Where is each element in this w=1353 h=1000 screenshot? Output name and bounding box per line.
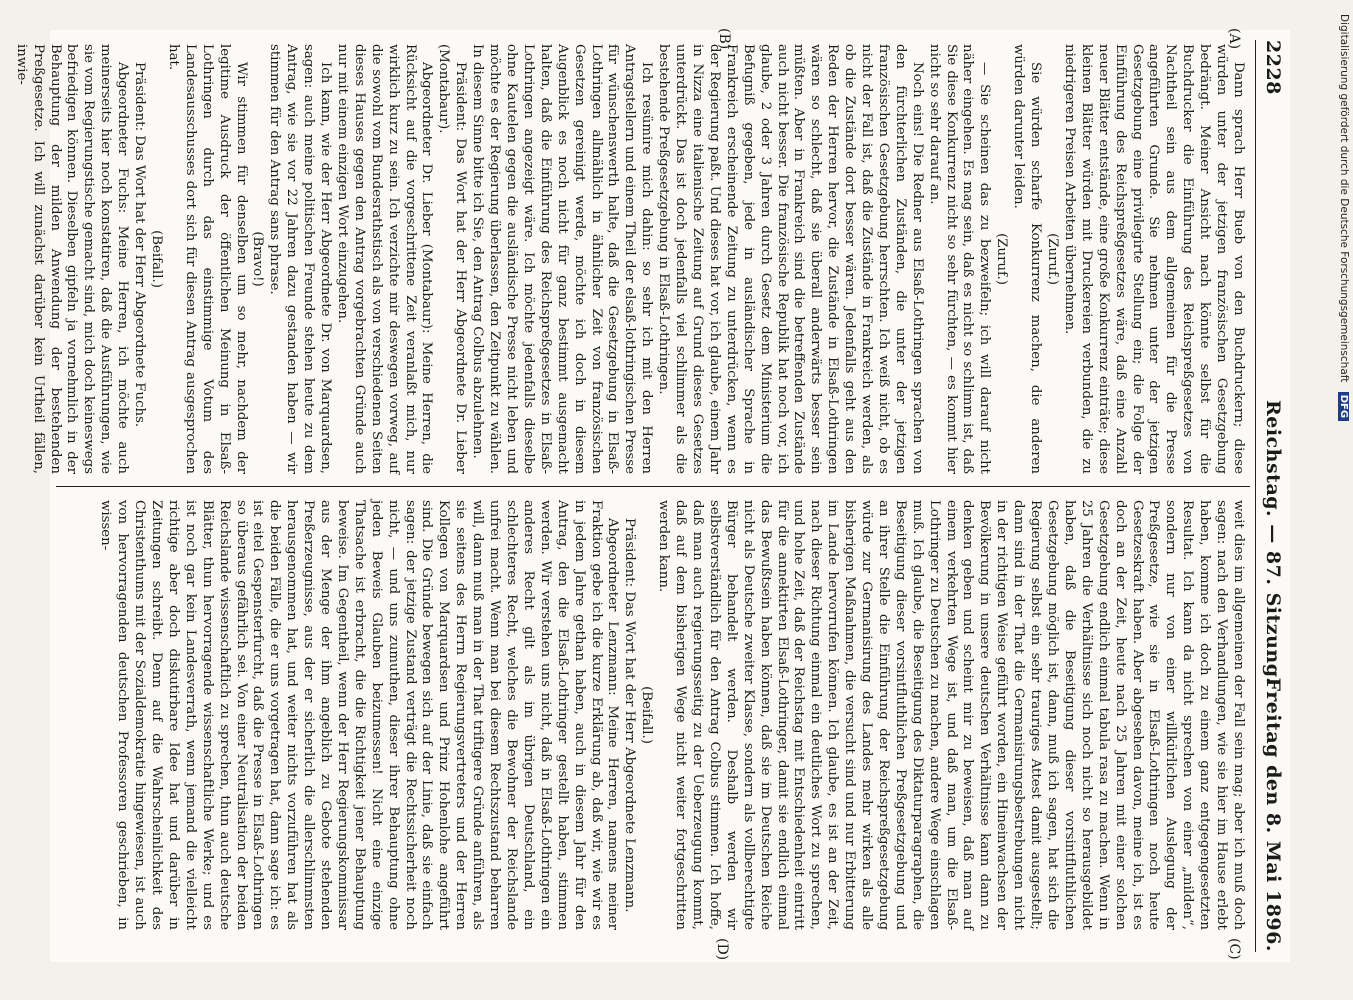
interjection: (Bravo!) <box>250 231 266 287</box>
document-page <box>13 28 1290 962</box>
speaker-paragraph: Präsident: Das Wort hat der Herr Abgeordnete Dr. Lieber (Montabaur). <box>436 44 469 474</box>
speaker-paragraph: Abgeordneter Lenzmann: Meine Herren, namens meiner Fraktion gebe ich die kurze Erklärung ab, daß wir, wie wir es in jedem Jahre gethan haben, auch in diesem Jahr für den Antrag, den die Elsaß-Lothringer gestellt haben, stimmen werden. Wir verstehen uns nicht, daß in Elsaß-Lothringen ein anderes Recht gilt als im übrigen Deutschland, ein schlechteres Recht, welches die Bewohner der Reichslande unfrei macht. Wenn man bei diesem Rechtszustand beharren will, dann muß man in der That triftigere Gründe anführen, als sie seitens des Herrn Regierungsvertreters und der Herren Kollegen von Marquardsen und Prinz Hohenlohe angeführt sind. Die Gründe bewegen sich auf der Linie, daß sie einfach sagen: der jetzige Zustand verträgt die Rechtssicherheit noch nicht, — und uns zumuthen, dieser ihrer Behauptung ohne jeden Beweis Glauben beizumessen! Nicht eine einzige Thatsache ist erbracht, die die Richtigkeit jener Behauptung beweise. Im Gegentheil, wenn der Herr Regierungskommissar aus der Menge der ihm angeblich zu Gebote stehenden Preßerzeugnisse, aus der er sicherlich die allerschlimmsten herausgenommen hat, und weiter nichts vorzuführen hat als die beiden Fälle, die er uns vorgetragen hat, dann sage ich: es ist eitel Gespensterfurcht, daß die Presse in Elsaß-Lothringen so überaus gefährlich sei. Von einer Neutralisation der beiden Reichslande wissenschaftlich zu sprechen, thun auch deutsche Blätter, thun hervorragende wissenschaftliche Werke; und es ist noch gar kein Landesverrath, wenn jemand die vielleicht richtige aber doch diskutirbare Idee hat und darüber in Zeitungen schreibt. Denn auf die Wahrscheinlichkeit des Christenthums mit der Sozialdemokratie hingewiesen, ist auch von hervorragenden deutschen Professoren geschrieben, in wissen- <box>98 500 621 930</box>
page-date: Freitag den 8. Mai 1896. <box>1262 677 1284 952</box>
column-divider <box>56 486 1250 487</box>
credit-text: Digitalisierung gefördert durch die Deutsche Forschungsgemeinschaft <box>1338 14 1350 383</box>
left-column <box>13 44 1246 474</box>
margin-marker-c: (C) <box>1226 938 1242 960</box>
margin-marker-a: (A) <box>1226 28 1242 50</box>
page-title: Reichstag. — 87. Sitzung. <box>1262 400 1284 685</box>
speaker-paragraph: Präsident: Das Wort hat der Herr Abgeordnete Fuchs. <box>132 62 148 428</box>
right-column <box>58 500 1246 930</box>
interjection: (Zuruf.) <box>994 233 1010 285</box>
paragraph: Noch eins! Die Redner aus Elsaß-Lothringen sprachen von den fürchterlichen Zuständen, die unter der jetzigen französischen Gesetzgebung herrschten. Ich weiß nicht, ob es nicht der Fall ist, daß die Zustände in Frankreich werden, als ob die Zustände dort besser wären. Jedenfalls geht aus den Reden der Herren hervor, die Zustände in Elsaß-Lothringen wären so schlecht, daß sie überall anderwärts besser sein müßten. Aber in Frankreich sind die betreffenden Zustände auch nicht besser. Die französische Republik hat noch vor, ich glaube, 2 oder 3 Jahren durch Gesetz dem Ministerium die Befugniß gegeben, jede in ausländischer Sprache in Frankreich erscheinende Zeitung zu unterdrücken, wenn es der Regierung paßt. Und dieses hat vor, ich glaube, einem Jahr in Nizza eine italienische Zeitung auf Grund dieses Gesetzes unterdrückt. Das ist doch jedenfalls viel schlimmer als die bestehende Preßgesetzgebung in Elsaß-Lothringen. <box>656 44 925 474</box>
dfg-logo: DFG <box>1338 392 1349 421</box>
speaker-paragraph: Abgeordneter Fuchs: Meine Herren, ich möchte auch meinerseits hier noch konstatiren, daß die Ausführungen, wie sie vom Regierungstische gemacht sind, mich doch keineswegs befriedigen können. Dieselben gipfeln ja vornehmlich in der Behauptung der milden Anwendung der bestehenden Preßgesetze. Ich will zunächst darüber kein Urtheil fällen, inwie- <box>13 44 131 474</box>
margin-marker-b: (B) <box>716 28 732 50</box>
interjection: (Zuruf.) <box>1045 233 1061 285</box>
paragraph: Sie würden scharfe Konkurrenz machen, die anderen würden darunter leiden. <box>1011 44 1044 474</box>
paragraph: Ich kann, wie der Herr Abgeordnete Dr. von Marquardsen, sagen: auch meine politischen Freunde stehen heute zu dem Antrag, wie sie vor 22 Jahren dazu gestanden haben — wir stimmen für den Antrag sans phrase. <box>267 44 334 474</box>
digitization-credit <box>1332 14 1350 974</box>
page-header <box>1255 40 1284 952</box>
page-number: 2228 <box>1262 40 1284 95</box>
paragraph: Dann sprach Herr Bueb von den Buchdruckern; diese würden unter der jetzigen französischen Gesetzgebung bedrängt. Meiner Ansicht nach könnte selbst für die Buchdrucker die Einführung des Reichspreßgesetzes von Nachtheil sein aus dem allgemeinen für die Presse angeführten Grunde. Sie nehmen unter der jetzigen Gesetzgebung eine privilegirte Stellung ein; die Folge der Einführung des Reichspreßgesetzes wäre, daß eine Anzahl neuer Blätter entstände, eine große Konkurrenz einträte; diese kleinen Blätter würden mit Druckereien verbunden, die zu niedrigeren Preisen Arbeiten übernehmen. <box>1061 44 1246 474</box>
speaker-paragraph: Präsident: Das Wort hat der Herr Abgeordnete Lenzmann. <box>622 518 638 913</box>
interjection: (Beifall.) <box>149 230 164 288</box>
paragraph: Ich resümire mich dahin: so sehr ich mit den Herren Antragstellern und einem Theil der elsaß-lothringischen Presse für wünschenswerth halte, daß die Gesetzgebung in Elsaß-Lothringen allmählich in ähnlicher Zeit von französischen Gesetzen gereinigt werde, möchte ich doch in diesem Augenblick es noch nicht für ganz bestimmt ausgemacht halten, daß die Einführung des Reichspreßgesetzes in Elsaß-Lothringen angezeigt wäre. Ich möchte jedenfalls dieselbe ohne Kautelen gegen die ausländische Presse nicht leben und möchte es der Regierung überlassen, den Zeitpunkt zu wählen. In diesem Sinne bitte ich Sie, den Antrag Colbus abzulehnen. <box>470 44 655 474</box>
paragraph: Wir stimmen für denselben um so mehr, nachdem der legitime Ausdruck der öffentlichen Meinung in Elsaß-Lothringen durch das einstimmige Votum des Landesausschusses dort sich für diesen Antrag ausgesprochen hat. <box>165 44 249 474</box>
speaker-paragraph: Abgeordneter Dr. Lieber (Montabaur): Meine Herren, die Rücksicht auf die vorgeschrittene Zeit veranlaßt mich, nur wirklich kurz zu sein. Ich verzichte mir deswegen vorweg, auf die sowohl vom Bundesrathstisch als von verschiedenen Seiten dieses Hauses gegen den Antrag vorgebrachten Gründe auch nur mit einem einzigen Wort einzugehen. <box>334 44 435 474</box>
paragraph: — Sie scheinen das zu bezweifeln; ich will darauf nicht näher eingehen. Es mag sein, daß es nicht so schlimm ist, daß Sie diese Konkurrenz nicht so sehr fürchten, — es kommt hier nicht so sehr darauf an. <box>926 44 993 474</box>
paragraph: weit dies im allgemeinen der Fall sein mag; aber ich muß doch sagen: nach den Verhandlungen, wie sie hier im Hause erlebt haben, komme ich doch zu einem ganz entgegengesetzten Resultat. Ich kann da nicht sprechen von einer „milden“, sondern nur von einer willkürlichen Auslegung der Preßgesetze, wie sie in Elsaß-Lothringen noch heute Gesetzeskraft haben. Aber abgesehen davon, meine ich, ist es doch an der Zeit, heute nach 25 Jahren mit einer solchen Gesetzgebung endlich einmal tabula rasa zu machen. Wenn in 25 Jahren die Verhältnisse sich noch nicht so herausgebildet haben, daß die Beseitigung dieser vorsintfluthlichen Gesetzgebung möglich ist, dann, muß ich sagen, hat sich die Regierung selbst ein sehr trauriges Attest damit ausgestellt; dann sind in der That die Germanisirungsbestrebungen nicht in der richtigen Weise geführt worden, ein Hineinwachsen der Bevölkerung in unsere deutschen Verhältnisse kann dann zu denken geben und scheint mir zu beweisen, daß man auf einem verkehrten Wege ist, und daß man, um die Elsaß-Lothringer zu Deutschen zu machen, andere Wege einschlagen muß. Ich glaube, die Beseitigung des Diktaturparagraphen, die Beseitigung dieser vorsintfluthlichen Preßgesetzgebung und an ihrer Stelle die Einführung der Reichspreßgesetzgebung würde zur Germanisirung des Landes mehr wirken als alle bisherigen Maßnahmen, die versucht sind und nur Erbitterung im Lande hervorrufen können. Ich glaube, es ist an der Zeit, nach dieser Richtung einmal ein deutliches Wort zu sprechen, und hohe Zeit, daß der Reichstag mit Entschiedenheit eintritt für die annektirten Elsaß-Lothringer, damit sie endlich einmal das Bewußtsein haben können, daß sie im Deutschen Reiche nicht als Deutsche zweiter Klasse, sondern als vollberechtigte Bürger behandelt werden. Deshalb werden wir selbstverständlich für den Antrag Colbus stimmen. Ich hoffe, daß man auch regierungsseitig zu der Ueberzeugung kommt, daß auf dem bisherigen Wege nicht weiter fortgeschritten werden kann. <box>656 500 1246 930</box>
margin-marker-d: (D) <box>714 938 730 961</box>
interjection: (Beifall.) <box>639 686 655 744</box>
